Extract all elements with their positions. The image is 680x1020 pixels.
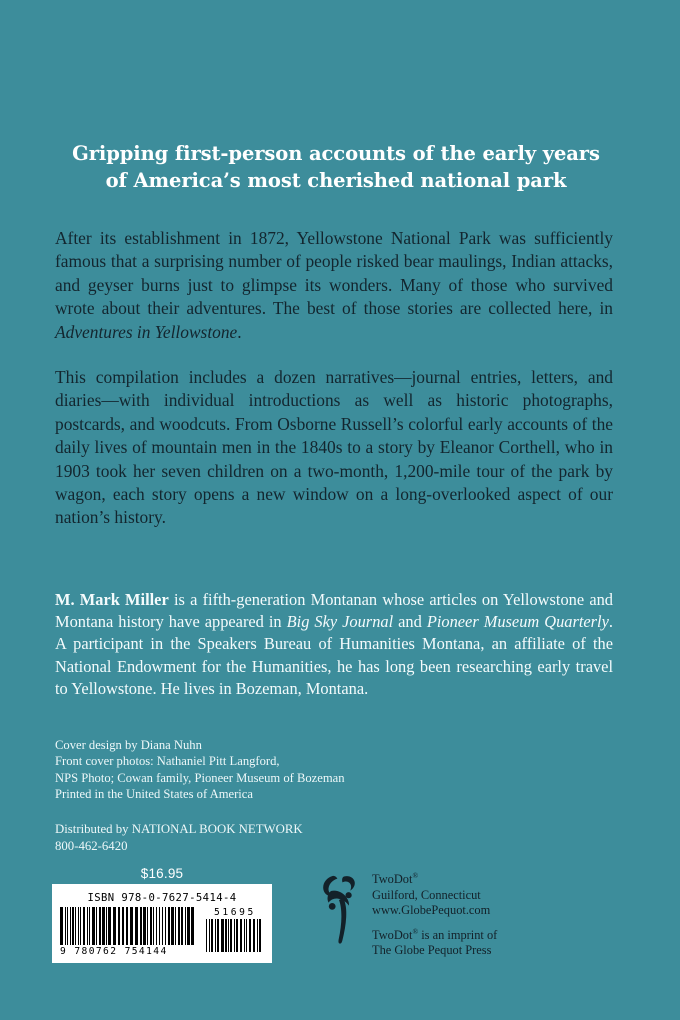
- journal-name-1: Big Sky Journal: [286, 612, 394, 632]
- price-label: $16.95: [140, 866, 184, 881]
- cover-credits: [55, 737, 475, 803]
- bio-text-c: . A participant in the Speakers Bureau of Humanities Montana, an affiliate of the National Endowment for the Humanities, he has long been researching early travel to Yellowstone. He lives in Bozeman, Montana.: [55, 612, 613, 698]
- barcode-block: [52, 884, 272, 963]
- author-name: M. Mark Miller: [55, 590, 169, 609]
- publisher-name: TwoDot: [372, 872, 413, 886]
- publisher-spacer: [372, 919, 497, 928]
- headline-line-2: of America’s most cherished national park: [105, 169, 567, 192]
- credit-line-2: Front cover photos: Nathaniel Pitt Langford,: [55, 754, 280, 769]
- barcode-addon: [206, 907, 264, 957]
- headline-line-1: Gripping first-person accounts of the early years: [72, 142, 600, 165]
- barcode-bars-row: [60, 907, 264, 957]
- distributor-name: Distributed by NATIONAL BOOK NETWORK: [55, 822, 303, 836]
- credit-line-1: Cover design by Diana Nuhn: [55, 738, 202, 752]
- imprint-text: is an imprint of: [418, 927, 498, 942]
- publisher-block: [318, 870, 578, 959]
- barcode-main: [60, 907, 196, 957]
- imprint-line-2: The Globe Pequot Press: [372, 943, 492, 958]
- barcode-addon-bars: [206, 919, 264, 952]
- imprint-brand: TwoDot: [372, 927, 413, 942]
- publisher-location: Guilford, Connecticut: [372, 887, 481, 902]
- publisher-text: [372, 870, 497, 959]
- imprint-line-1: [372, 928, 497, 944]
- bio-text-a: is a fifth-generation Montanan whose articles on Yellowstone and Montana history have appeared in: [55, 590, 613, 632]
- distributor-phone: 800-462-6420: [55, 839, 128, 853]
- barcode-main-digits: 9 780762 754144: [60, 946, 168, 957]
- book-title-italic: Adventures in Yellowstone: [55, 321, 238, 342]
- paragraph-1-text-a: After its establishment in 1872, Yellowstone National Park was sufficiently famous that a surprising number of people risked bear maulings, Indian attacks, and geyser burns just to glimpse its wonders. Many of those who survived wrote about their adventures. The best of those stories are collected here, in: [55, 228, 613, 319]
- publisher-website: www.GlobePequot.com: [372, 903, 491, 918]
- description-block: [55, 227, 613, 530]
- journal-name-2: Pioneer Museum Quarterly: [426, 612, 609, 632]
- barcode-main-bars: [60, 907, 196, 945]
- isbn-text: ISBN 978-0-7627-5414-4: [87, 892, 237, 904]
- paragraph-1-text-b: .: [237, 321, 242, 342]
- barcode-addon-digits: 51695: [214, 907, 256, 918]
- registered-mark-icon-2: ®: [412, 926, 419, 936]
- twodot-logo: [318, 870, 364, 948]
- credit-line-3: NPS Photo; Cowan family, Pioneer Museum of Bozeman: [55, 770, 345, 785]
- distributor-block: [55, 821, 475, 855]
- description-paragraph-1: [55, 227, 613, 344]
- page-title: [56, 140, 616, 194]
- author-bio: [55, 589, 613, 700]
- publisher-name-line: [372, 872, 497, 888]
- credit-line-4: Printed in the United States of America: [55, 787, 253, 802]
- registered-mark-icon: ®: [412, 870, 419, 880]
- description-paragraph-2: This compilation includes a dozen narratives—journal entries, letters, and diaries—with individual introductions as well as historic photographs, postcards, and woodcuts. From Osborne Russell’s colorful early accounts of the daily lives of mountain men in the 1840s to a story by Eleanor Corthell, who in 1903 took her seven children on a two-month, 1,200-mile tour of the park by wagon, each story opens a new window on a long-overlooked aspect of our nation’s history.: [55, 367, 613, 528]
- bio-text-b: and: [393, 612, 427, 632]
